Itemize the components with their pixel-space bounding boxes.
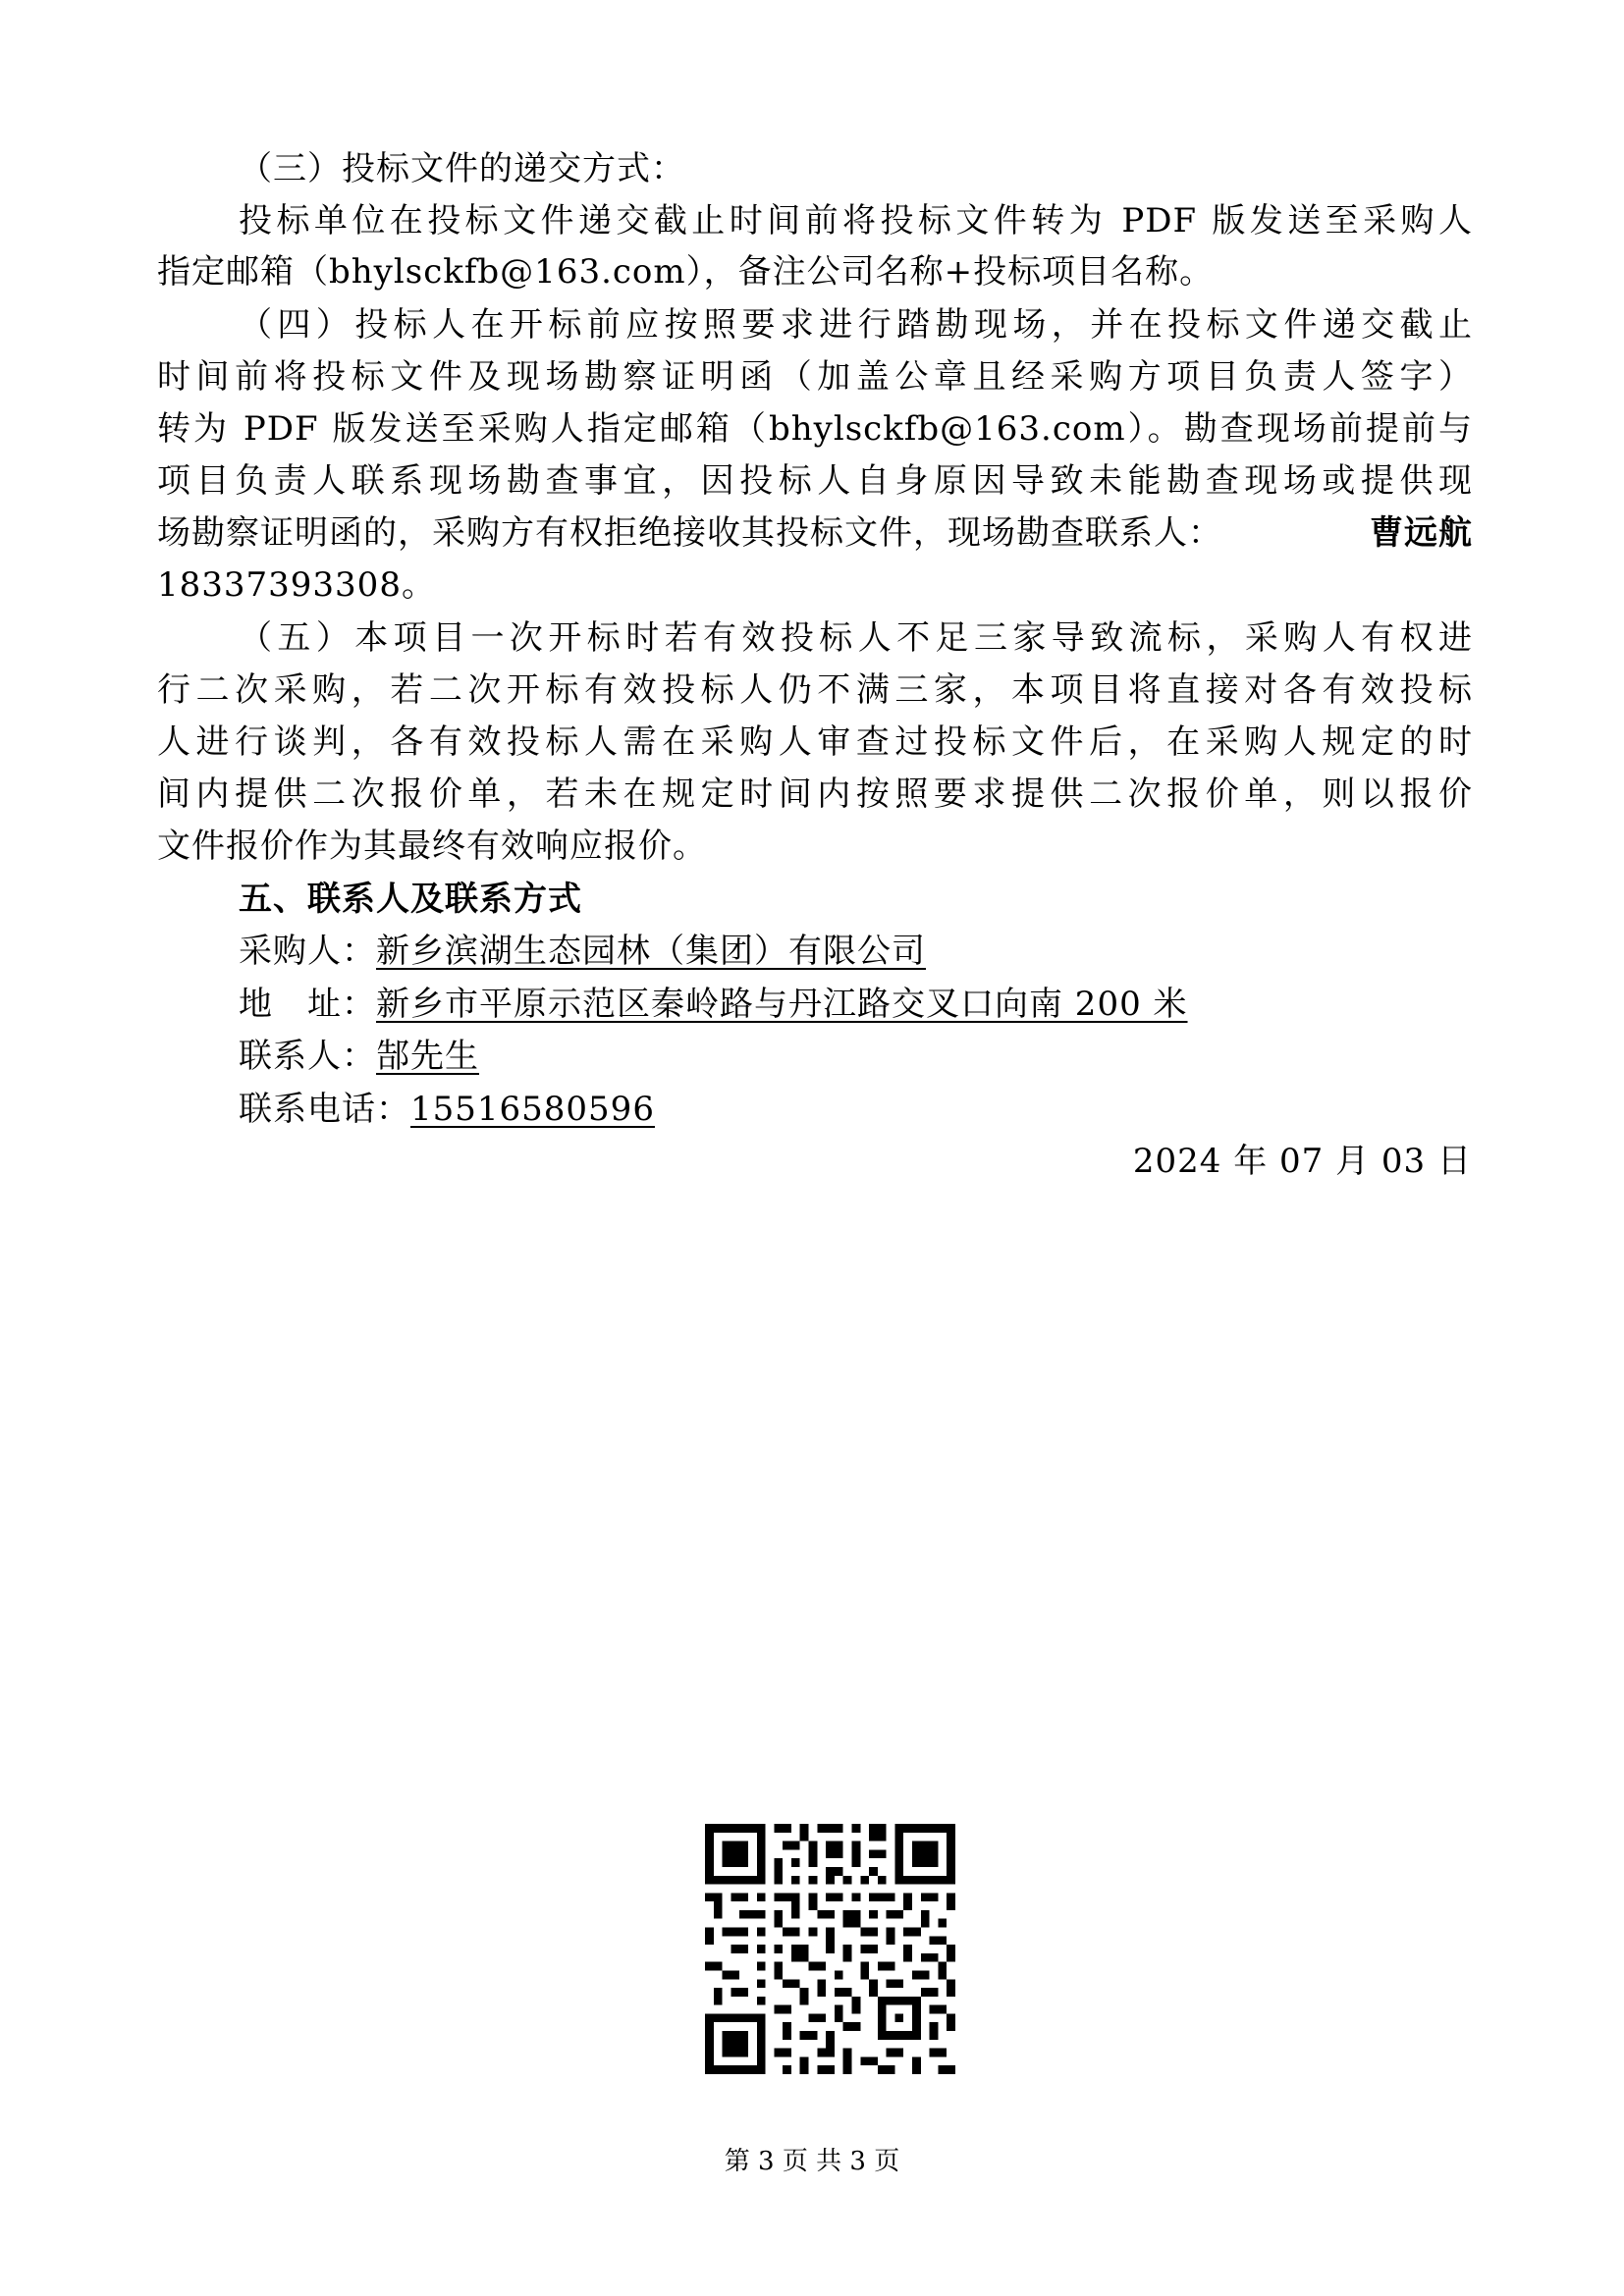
rebid-line-3: 人进行谈判，各有效投标人需在采购人审查过投标文件后，在采购人规定的时 (157, 722, 1473, 762)
phone-label: 联系电话： (239, 1090, 410, 1129)
site-visit-line-4: 项目负责人联系现场勘查事宜，因投标人自身原因导致未能勘查现场或提供现 (157, 461, 1473, 501)
contact-heading: 五、联系人及联系方式 (239, 880, 582, 919)
rebid-line-2: 行二次采购，若二次开标有效投标人仍不满三家，本项目将直接对各有效投标 (157, 670, 1473, 710)
site-visit-line-2: 时间前将投标文件及现场勘察证明函（加盖公章且经采购方项目负责人签字） (157, 357, 1473, 397)
person-row (239, 1032, 1473, 1081)
purchaser-label: 采购人： (239, 932, 376, 971)
rebid-line-4: 间内提供二次报价单，若未在规定时间内按照要求提供二次报价单，则以报价 (157, 774, 1473, 814)
submission-line-1: 投标单位在投标文件递交截止时间前将投标文件转为 PDF 版发送至采购人 (239, 201, 1473, 240)
address-label: 地 址： (239, 985, 376, 1024)
document-date: 2024 年 07 月 03 日 (1132, 1142, 1472, 1181)
person-label: 联系人： (239, 1037, 376, 1076)
qr-code (705, 1824, 955, 2074)
address-value: 新乡市平原示范区秦岭路与丹江路交叉口向南 200 米 (376, 985, 1188, 1024)
person-value: 郜先生 (376, 1037, 479, 1076)
phone-value: 15516580596 (410, 1090, 655, 1129)
site-visit-line-3: 转为 PDF 版发送至采购人指定邮箱（bhylsckfb@163.com）。勘查现场前提前与 (157, 409, 1473, 449)
submission-line-2: 指定邮箱（bhylsckfb@163.com），备注公司名称+投标项目名称。 (157, 252, 1215, 292)
rebid-line-1: （五）本项目一次开标时若有效投标人不足三家导致流标，采购人有权进 (239, 618, 1473, 658)
purchaser-row (239, 927, 1473, 976)
purchaser-value: 新乡滨湖生态园林（集团）有限公司 (376, 932, 926, 971)
phone-row (239, 1085, 1473, 1134)
site-contact-phone: 18337393308。 (157, 565, 436, 605)
site-visit-line-5-text: 场勘察证明函的，采购方有权拒绝接收其投标文件，现场勘查联系人： (157, 513, 1222, 553)
site-visit-line-1: （四）投标人在开标前应按照要求进行踏勘现场，并在投标文件递交截止 (239, 305, 1473, 345)
submission-heading: （三）投标文件的递交方式： (239, 149, 685, 188)
site-contact-name: 曹远航 (1370, 513, 1473, 553)
address-row (239, 980, 1473, 1029)
page-footer: 第 3 页 共 3 页 (724, 2147, 900, 2176)
rebid-line-5: 文件报价作为其最终有效响应报价。 (157, 827, 707, 866)
site-visit-line-5 (157, 508, 1473, 558)
